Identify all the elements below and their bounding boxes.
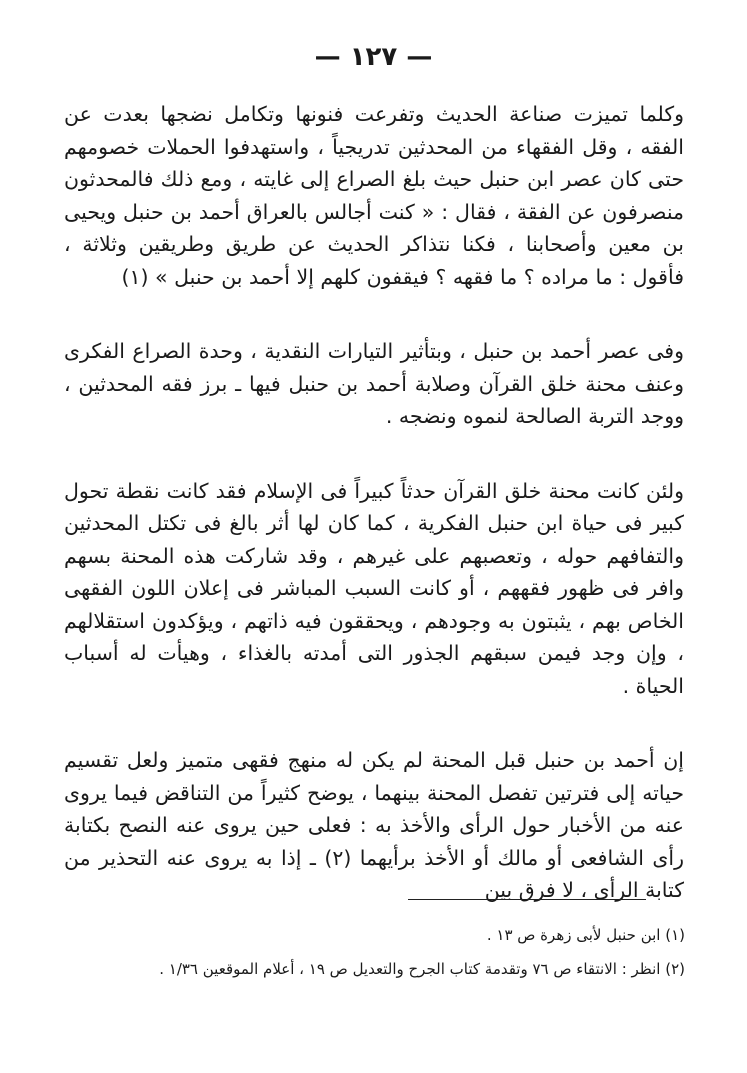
footnote-1: (١) ابن حنبل لأبى زهرة ص ١٣ . bbox=[486, 926, 685, 944]
paragraph-3: ولئن كانت محنة خلق القرآن حدثاً كبيراً فى الإسلام فقد كانت نقطة تحول كبير فى حياة ابن حنبل الفكرية ، كما كان لها أثر بالغ فى تكتل المحدثين والتفافهم حوله ، وتعصبهم على غيرهم ، وقد شاركت هذه المحنة بسهم وافر فى ظهور فقههم ، أو كانت السبب المباشر فى إعلان اللون الفقهى الخاص بهم ، يثبتون به وجودهم ، ويحققون فيه ذاتهم ، ويؤكدون استقلالهم ، وإن وجد فيمن سبقهم الجذور التى أمدته بالغذاء ، وهيأت له أسباب الحياة . bbox=[64, 478, 684, 698]
paragraph-2: وفى عصر أحمد بن حنبل ، وبتأثير التيارات النقدية ، وحدة الصراع الفكرى وعنف محنة خلق القرآن وصلابة أحمد بن حنبل فيها ـ برز فقه المحدثين ، ووجد التربة الصالحة لنموه ونضجه . bbox=[64, 339, 684, 428]
footnote-divider bbox=[408, 899, 646, 900]
footnote-2: (٢) انظر : الانتقاء ص ٧٦ وتقدمة كتاب الجرح والتعديل ص ١٩ ، أعلام الموقعين ١/٣٦ . bbox=[159, 960, 685, 978]
paragraph-1: وكلما تميزت صناعة الحديث وتفرعت فنونها وتكامل نضجها بعدت عن الفقه ، وقل الفقهاء من المحدثين تدريجياً ، واستهدفوا الحملات خصومهم حتى كان عصر ابن حنبل حيث بلغ الصراع إلى غايته ، ومع ذلك فالمحدثون منصرفون عن الفقة ، فقال : « كنت أجالس بالعراق أحمد بن حنبل ويحيى بن معين وأصحابنا ، فكنا نتذاكر الحديث عن طريق وطريقين وثلاثة ، فأقول : ما مراده ؟ ما فقهه ؟ فيقفون كلهم إلا أحمد بن حنبل » (١) bbox=[64, 102, 684, 289]
page-number: — ١٢٧ — bbox=[314, 42, 433, 72]
paragraph-4: إن أحمد بن حنبل قبل المحنة لم يكن له منهج فقهى متميز ولعل تقسيم حياته إلى فترتين تفصل المحنة بينهما ، يوضح كثيراً من التناقض فيما يروى عنه من الأخبار حول الرأى والأخذ به : فعلى حين يروى عنه النصح بكتابة رأى الشافعى أو مالك أو الأخذ برأيهما (٢) ـ إذا به يروى عنه التحذير من كتابة الرأى ، لا فرق بين bbox=[64, 748, 684, 902]
footnotes bbox=[60, 920, 685, 984]
body-text bbox=[64, 98, 684, 907]
